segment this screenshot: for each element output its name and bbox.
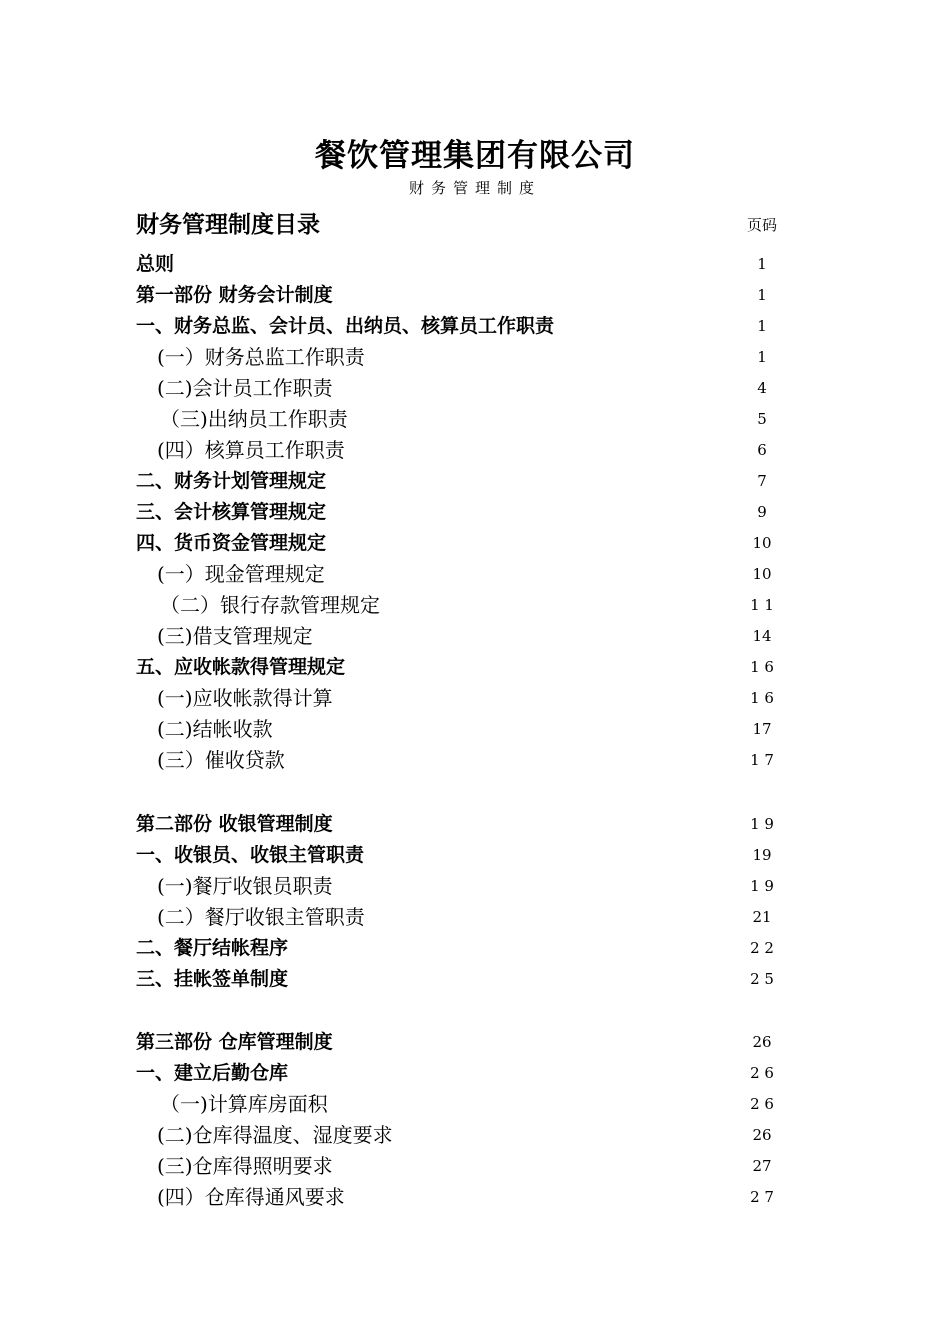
toc-entry-page-number: 26 bbox=[752, 1126, 772, 1144]
toc-entry-label: （三)出纳员工作职责 bbox=[160, 407, 348, 431]
toc-entry-label: (四）仓库得通风要求 bbox=[157, 1185, 345, 1209]
document-subtitle: 财务管理制度 bbox=[408, 179, 541, 197]
toc-entry-page-number: 10 bbox=[752, 565, 772, 583]
toc-entry-label: 二、餐厅结帐程序 bbox=[136, 937, 289, 959]
toc-entry-label: 二、财务计划管理规定 bbox=[136, 470, 327, 492]
toc-entry-page-number: 1 bbox=[757, 255, 767, 273]
toc-entry-page-number: 2 2 bbox=[750, 939, 774, 957]
toc-entry-label: （一)计算库房面积 bbox=[160, 1092, 328, 1116]
toc-entry-page-number: 10 bbox=[752, 534, 772, 552]
toc-entry-page-number: 2 7 bbox=[750, 1188, 774, 1206]
toc-entry-label: 总则 bbox=[136, 253, 175, 275]
toc-entry bbox=[0, 840, 950, 870]
company-title: 餐饮管理集团有限公司 bbox=[315, 138, 635, 174]
toc-entry-label: 第一部份 财务会计制度 bbox=[136, 284, 333, 306]
toc-entry-page-number: 1 bbox=[757, 317, 767, 335]
toc-entry-page-number: 14 bbox=[752, 627, 772, 645]
toc-entry-label: (三)借支管理规定 bbox=[157, 624, 313, 648]
toc-entry-label: (二）餐厅收银主管职责 bbox=[157, 905, 365, 929]
toc-entry bbox=[0, 652, 950, 682]
toc-entry-page-number: 6 bbox=[757, 441, 767, 459]
toc-entry bbox=[0, 559, 950, 589]
toc-entry-page-number: 1 bbox=[757, 348, 767, 366]
toc-entry bbox=[0, 964, 950, 994]
toc-entry-page-number: 1 6 bbox=[750, 689, 774, 707]
toc-entry bbox=[0, 871, 950, 901]
toc-entry-page-number: 9 bbox=[757, 503, 767, 521]
toc-entry-page-number: 19 bbox=[752, 846, 772, 864]
toc-entry bbox=[0, 249, 950, 279]
toc-entry bbox=[0, 933, 950, 963]
toc-entry bbox=[0, 745, 950, 775]
toc-entry-page-number: 2 5 bbox=[750, 970, 774, 988]
toc-entry-label: (一）财务总监工作职责 bbox=[157, 345, 365, 369]
toc-entry bbox=[0, 435, 950, 465]
toc-entry bbox=[0, 590, 950, 620]
toc-entry bbox=[0, 714, 950, 744]
toc-entry bbox=[0, 683, 950, 713]
toc-entry-label: (三）催收贷款 bbox=[157, 748, 285, 772]
toc-entry bbox=[0, 373, 950, 403]
toc-entry bbox=[0, 1089, 950, 1119]
toc-entry-page-number: 17 bbox=[752, 720, 772, 738]
toc-entry-label: 一、财务总监、会计员、出纳员、核算员工作职责 bbox=[136, 315, 555, 337]
toc-entry-page-number: 7 bbox=[757, 472, 767, 490]
toc-entry-label: 三、挂帐签单制度 bbox=[136, 968, 289, 990]
toc-entry-label: 第二部份 收银管理制度 bbox=[136, 813, 333, 835]
toc-entry-label: (二)仓库得温度、湿度要求 bbox=[157, 1123, 393, 1147]
toc-entry-page-number: 21 bbox=[752, 908, 772, 926]
toc-entry-label: (一)餐厅收银员职责 bbox=[157, 874, 333, 898]
toc-entry-page-number: 27 bbox=[752, 1157, 772, 1175]
toc-entry bbox=[0, 902, 950, 932]
toc-entry bbox=[0, 311, 950, 341]
toc-entry bbox=[0, 497, 950, 527]
toc-entry bbox=[0, 528, 950, 558]
toc-entry-label: 四、货币资金管理规定 bbox=[136, 532, 327, 554]
toc-entry-label: (一)应收帐款得计算 bbox=[157, 686, 333, 710]
toc-entry-label: (二)会计员工作职责 bbox=[157, 376, 333, 400]
toc-entry bbox=[0, 342, 950, 372]
toc-entry-label: 三、会计核算管理规定 bbox=[136, 501, 327, 523]
toc-entry bbox=[0, 1182, 950, 1212]
toc-entry-page-number: 5 bbox=[757, 410, 767, 428]
toc-entry bbox=[0, 280, 950, 310]
toc-entry bbox=[0, 1120, 950, 1150]
toc-heading: 财务管理制度目录 bbox=[136, 212, 320, 238]
toc-entry bbox=[0, 1058, 950, 1088]
toc-entry-page-number: 2 6 bbox=[750, 1095, 774, 1113]
toc-entry-label: （二）银行存款管理规定 bbox=[160, 593, 380, 617]
toc-entry-page-number: 1 6 bbox=[750, 658, 774, 676]
toc-entry-page-number: 4 bbox=[757, 379, 767, 397]
toc-entry-label: 一、建立后勤仓库 bbox=[136, 1062, 289, 1084]
toc-entry-page-number: 2 6 bbox=[750, 1064, 774, 1082]
toc-entry bbox=[0, 621, 950, 651]
toc-entry bbox=[0, 404, 950, 434]
toc-entry bbox=[0, 1027, 950, 1057]
toc-entry-page-number: 1 7 bbox=[750, 751, 774, 769]
page-column-label: 页码 bbox=[746, 216, 777, 234]
toc-entry-page-number: 1 9 bbox=[750, 815, 774, 833]
toc-entry-label: 一、收银员、收银主管职责 bbox=[136, 844, 365, 866]
toc-entry bbox=[0, 809, 950, 839]
toc-entry-page-number: 1 1 bbox=[750, 596, 774, 614]
toc-entry-label: (四）核算员工作职责 bbox=[157, 438, 345, 462]
toc-entry bbox=[0, 1151, 950, 1181]
toc-entry-label: 第三部份 仓库管理制度 bbox=[136, 1031, 333, 1053]
toc-entry-label: 五、应收帐款得管理规定 bbox=[136, 656, 346, 678]
toc-entry-label: (三)仓库得照明要求 bbox=[157, 1154, 333, 1178]
toc-entry-label: (一）现金管理规定 bbox=[157, 562, 325, 586]
toc-entry bbox=[0, 466, 950, 496]
toc-entry-page-number: 1 bbox=[757, 286, 767, 304]
toc-entry-page-number: 26 bbox=[752, 1033, 772, 1051]
toc-entry-label: (二)结帐收款 bbox=[157, 717, 273, 741]
toc-entry-page-number: 1 9 bbox=[750, 877, 774, 895]
